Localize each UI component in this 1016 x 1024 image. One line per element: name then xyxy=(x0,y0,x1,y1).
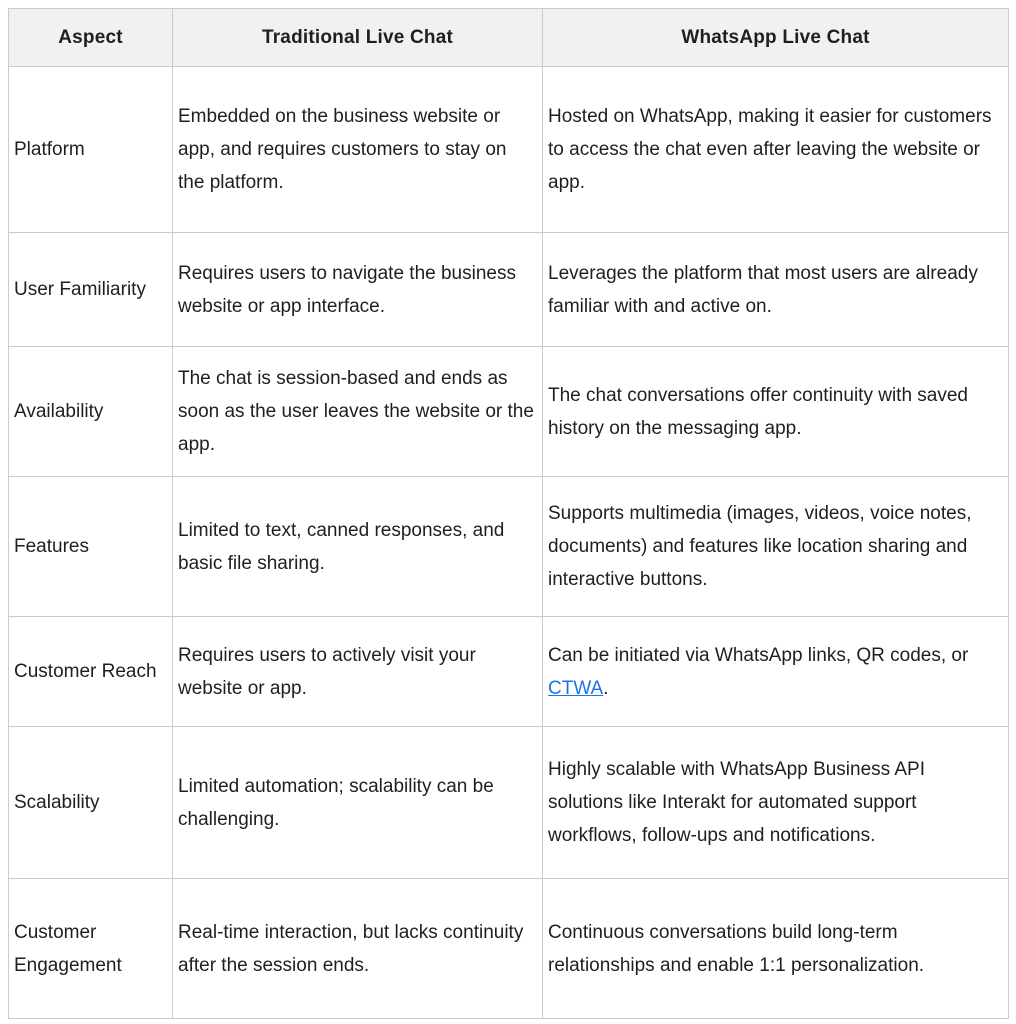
cell-whatsapp: Supports multimedia (images, videos, voice notes, documents) and features like location sharing and interactive buttons. xyxy=(543,477,1009,617)
table-row-features xyxy=(9,477,1009,617)
column-header-whatsapp-live-chat: WhatsApp Live Chat xyxy=(543,9,1009,67)
table-header xyxy=(9,9,1009,67)
cell-whatsapp: The chat conversations offer continuity with saved history on the messaging app. xyxy=(543,347,1009,477)
cell-whatsapp: Hosted on WhatsApp, making it easier for customers to access the chat even after leaving the website or app. xyxy=(543,67,1009,233)
cell-text-before-link: Can be initiated via WhatsApp links, QR codes, or xyxy=(548,644,969,666)
table-row-user-familiarity xyxy=(9,233,1009,347)
cell-traditional: Real-time interaction, but lacks continuity after the session ends. xyxy=(173,879,543,1019)
cell-aspect: Scalability xyxy=(9,727,173,879)
header-row xyxy=(9,9,1009,67)
ctwa-link[interactable]: CTWA xyxy=(548,677,604,699)
cell-aspect: Availability xyxy=(9,347,173,477)
cell-text-after-link: . xyxy=(603,677,609,699)
table-body xyxy=(9,67,1009,1019)
column-header-traditional-live-chat: Traditional Live Chat xyxy=(173,9,543,67)
column-header-aspect: Aspect xyxy=(9,9,173,67)
table-row-platform xyxy=(9,67,1009,233)
cell-whatsapp xyxy=(543,617,1009,727)
cell-aspect: Features xyxy=(9,477,173,617)
table-row-customer-engagement xyxy=(9,879,1009,1019)
cell-aspect: User Familiarity xyxy=(9,233,173,347)
table-row-customer-reach xyxy=(9,617,1009,727)
cell-whatsapp: Leverages the platform that most users are already familiar with and active on. xyxy=(543,233,1009,347)
cell-aspect: Platform xyxy=(9,67,173,233)
cell-traditional: Requires users to navigate the business website or app interface. xyxy=(173,233,543,347)
table-row-availability xyxy=(9,347,1009,477)
cell-traditional: Requires users to actively visit your website or app. xyxy=(173,617,543,727)
table-row-scalability xyxy=(9,727,1009,879)
cell-traditional: Limited to text, canned responses, and basic file sharing. xyxy=(173,477,543,617)
cell-traditional: Limited automation; scalability can be challenging. xyxy=(173,727,543,879)
cell-traditional: The chat is session-based and ends as soon as the user leaves the website or the app. xyxy=(173,347,543,477)
cell-aspect: Customer Reach xyxy=(9,617,173,727)
cell-whatsapp: Continuous conversations build long-term relationships and enable 1:1 personalization. xyxy=(543,879,1009,1019)
cell-aspect: Customer Engagement xyxy=(9,879,173,1019)
comparison-table xyxy=(8,8,1009,1019)
cell-whatsapp: Highly scalable with WhatsApp Business API solutions like Interakt for automated support workflows, follow-ups and notifications. xyxy=(543,727,1009,879)
cell-traditional: Embedded on the business website or app, and requires customers to stay on the platform. xyxy=(173,67,543,233)
